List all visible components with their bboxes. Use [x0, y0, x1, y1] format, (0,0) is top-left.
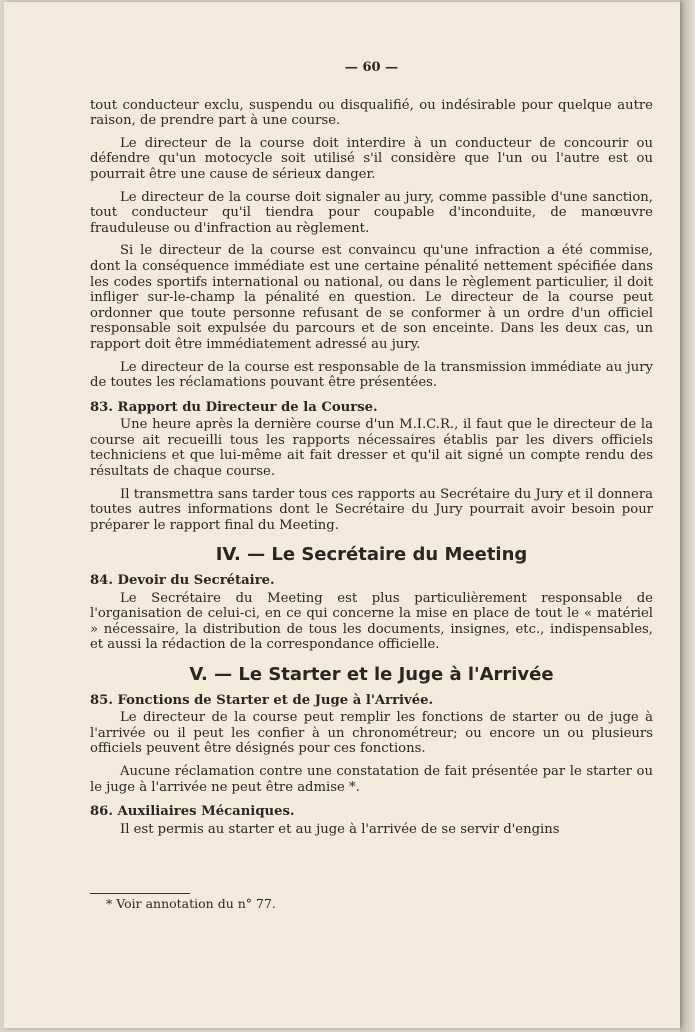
- paragraph: Il est permis au starter et au juge à l'arrivée de se servir d'engins: [120, 821, 560, 837]
- paragraph: Une heure après la dernière course d'un M.I.C.R., il faut que le directeur de la course ait recueilli tous les rapports nécessaires établis par les divers officiels techniciens et que lui-même ait fait dresser et qu'il ait signé un compte rendu des résultats de chaque course.: [90, 417, 653, 480]
- paragraph: Aucune réclamation contre une constatation de fait présentée par le starter ou le juge à l'arrivée ne peut être admise *.: [90, 763, 653, 795]
- article-heading-84: 84. Devoir du Secrétaire.: [90, 573, 275, 589]
- article-heading-85: 85. Fonctions de Starter et de Juge à l'Arrivée.: [90, 692, 434, 708]
- page-number: — 60 —: [344, 60, 399, 75]
- paragraph: Le directeur de la course doit interdire à un conducteur de concourir ou défendre qu'un motocycle soit utilisé s'il considère que l'un ou l'autre est ou pourrait être une cause de sérieux danger.: [90, 135, 653, 182]
- paragraph: Il transmettra sans tarder tous ces rapports au Secrétaire du Jury et il donnera toutes autres informations dont le Secrétaire du Jury pourrait avoir besoin pour préparer le rapport final du Meeting.: [90, 486, 653, 533]
- paragraph: Le directeur de la course doit signaler au jury, comme passible d'une sanction, tout conducteur qu'il tiendra pour coupable d'inconduite, de manœuvre frauduleuse ou d'infraction au règlement.: [90, 189, 653, 236]
- paragraph: Si le directeur de la course est convaincu qu'une infraction a été commise, dont la conséquence immédiate est une certaine pénalité nettement spécifiée dans les codes sportifs international ou national, ou dans le règlement particulier, il doit infliger sur-le-champ la pénalité en question. Le directeur de la course peut ordonner que toute personne refusant de se conformer à un ordre d'un officiel responsable soit expulsée du parcours et de son enceinte. Dans les deux cas, un rapport doit être immédiatement adressé au jury.: [90, 243, 653, 352]
- footnote-rule: [90, 893, 190, 894]
- paragraph: tout conducteur exclu, suspendu ou disqualifié, ou indésirable pour quelque autre raison, de prendre part à une course.: [90, 97, 653, 129]
- section-heading-v: V. — Le Starter et le Juge à l'Arrivée: [189, 664, 554, 685]
- article-heading-86: 86. Auxiliaires Mécaniques.: [90, 804, 295, 820]
- page-content: [90, 60, 653, 844]
- article-heading-83: 83. Rapport du Directeur de la Course.: [90, 399, 378, 415]
- page-edge: [680, 0, 695, 1032]
- paragraph: Le directeur de la course est responsable de la transmission immédiate au jury de toutes les réclamations pouvant être présentées.: [90, 359, 653, 391]
- paragraph: Le directeur de la course peut remplir les fonctions de starter ou de juge à l'arrivée ou il peut les confier à un chronométreur; ou encore un ou plusieurs officiels peuvent être désignés pour ces fonctions.: [90, 710, 653, 757]
- footnote: * Voir annotation du n° 77.: [106, 896, 276, 911]
- section-heading-iv: IV. — Le Secrétaire du Meeting: [215, 544, 528, 566]
- paragraph: Le Secrétaire du Meeting est plus particulièrement responsable de l'organisation de celui-ci, en ce qui concerne la mise en place de tout le « matériel » nécessaire, la distribution de tous les documents, insignes, etc., indispensables, et aussi la rédaction de la correspondance officielle.: [90, 590, 653, 653]
